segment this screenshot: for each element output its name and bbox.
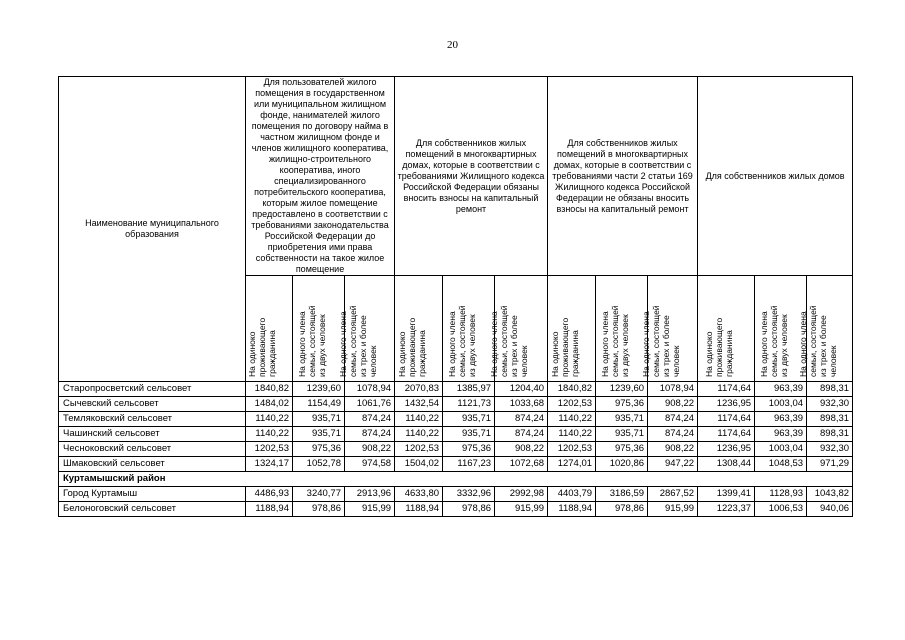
table-cell-value: 1188,94 [246,502,293,517]
subcolumn-header-line: из двух человек [316,314,327,377]
subcolumn-header [246,276,293,382]
group-header-users: Для пользователей жилого помещения в государственном или муниципальном жилищном фонде, нанимателей жилого помещения по договору найма в частном жилищном фонде и членов жилищного кооператива, жилищно-строительного кооператива, иного специализированного потребительского кооператива, которым жилое помещение предоставлено в соответствии с требованиями законодательства Российской Федерации до приобретения ими права собственности на такое жилое помещение [246,77,395,276]
table-cell-value: 1140,22 [246,427,293,442]
table-cell-value: 874,24 [648,427,698,442]
table-cell-value: 1202,53 [246,442,293,457]
table-cell-value: 1052,78 [293,457,345,472]
subcolumn-header-line: семьи, состоящей [768,305,779,377]
subcolumn-header-line: человек [670,345,681,377]
municipality-name: Старопросветский сельсовет [59,382,246,397]
subcolumn-header-line: проживающего [559,317,570,377]
table-row [59,382,853,397]
table-cell-value: 1121,73 [443,397,495,412]
table-cell-value: 908,22 [495,442,548,457]
subcolumn-header-line: семьи, состоящей [499,305,510,377]
table-cell-value: 1236,95 [698,442,755,457]
table-cell-value: 978,86 [293,502,345,517]
name-column-header: Наименование муниципального образования [59,77,246,382]
table-row [59,427,853,442]
section-title: Куртамышский район [59,472,853,487]
table-cell-value: 874,24 [345,412,395,427]
subcolumn-header-line: проживающего [257,317,267,377]
subcolumn-header-line: человек [519,345,530,377]
table-cell-value: 935,71 [293,412,345,427]
table-cell-value: 3186,59 [596,487,648,502]
table-row [59,442,853,457]
table-cell-value: 898,31 [807,427,853,442]
group-header-house-owners: Для собственников жилых домов [698,77,853,276]
subcolumn-header-line: На одиноко [247,331,257,377]
group-header-owners-obliged: Для собственников жилых помещений в многоквартирных домах, которые в соответствии с требованиями Жилищного кодекса Российской Федерации обязаны вносить взносы на капитальный ремонт [395,77,548,276]
table-cell-value: 947,22 [648,457,698,472]
table-cell-value: 1236,95 [698,397,755,412]
table-row [59,487,853,502]
table-cell-value: 963,39 [755,427,807,442]
table-cell-value: 1202,53 [548,397,596,412]
subcolumn-header-line: На одного члена [446,311,457,377]
table-cell-value: 4486,93 [246,487,293,502]
table-cell-value: 1324,17 [246,457,293,472]
municipality-name: Темляковский сельсовет [59,412,246,427]
subcolumn-header [698,276,755,382]
table-cell-value: 940,06 [807,502,853,517]
table-cell-value: 935,71 [443,412,495,427]
table-cell-value: 1432,54 [395,397,443,412]
group-header-row [59,77,853,276]
table-cell-value: 2867,52 [648,487,698,502]
table-cell-value: 874,24 [495,427,548,442]
subcolumn-header-line: из трех и более [357,315,368,377]
subcolumn-header [293,276,345,382]
table-cell-value: 1385,97 [443,382,495,397]
table-cell-value: 1204,40 [495,382,548,397]
table-cell-value: 915,99 [648,502,698,517]
table-cell-value: 1043,82 [807,487,853,502]
table-cell-value: 1202,53 [548,442,596,457]
table-cell-value: 1006,53 [755,502,807,517]
subcolumn-header [489,276,548,382]
table-cell-value: 1188,94 [548,502,596,517]
subcolumn-header [596,276,648,382]
subcolumn-header-line: человек [827,345,838,377]
subcolumn-header-line: семьи, состоящей [650,305,661,377]
table-cell-value: 932,30 [807,397,853,412]
table-cell-value: 1033,68 [495,397,548,412]
table-cell-value: 1308,44 [698,457,755,472]
table-cell-value: 1504,02 [395,457,443,472]
municipality-name: Чесноковский сельсовет [59,442,246,457]
subcolumn-header [797,276,853,382]
table-cell-value: 975,36 [596,442,648,457]
subcolumn-header-line: человек [367,345,378,377]
subcolumn-header-line: гражданина [569,330,580,377]
table-cell-value: 1048,53 [755,457,807,472]
table-cell-value: 1484,02 [246,397,293,412]
table-cell-value: 3240,77 [293,487,345,502]
table-cell-value: 1140,22 [395,427,443,442]
table-cell-value: 1128,93 [755,487,807,502]
table-cell-value: 1072,68 [495,457,548,472]
table-cell-value: 1140,22 [246,412,293,427]
subcolumn-header-line: гражданина [267,330,277,377]
table-cell-value: 898,31 [807,382,853,397]
table-cell-value: 1167,23 [443,457,495,472]
subcolumn-header-line: проживающего [714,317,725,377]
table-cell-value: 908,22 [345,442,395,457]
table-cell-value: 1140,22 [548,412,596,427]
table-cell-value: 1239,60 [293,382,345,397]
subcolumn-header-line: проживающего [406,317,417,377]
tariff-table [58,76,853,517]
table-cell-value: 908,22 [648,397,698,412]
table-cell-value: 1003,04 [755,442,807,457]
table-cell-value: 1174,64 [698,382,755,397]
table-cell-value: 1078,94 [648,382,698,397]
subcolumn-header-line: гражданина [724,330,735,377]
municipality-name: Чашинский сельсовет [59,427,246,442]
subcolumn-header-line: На одного члена [797,311,808,377]
table-cell-value: 963,39 [755,382,807,397]
table-cell-value: 978,86 [443,502,495,517]
table-cell-value: 975,36 [596,397,648,412]
table-cell-value: 2913,96 [345,487,395,502]
table-cell-value: 1140,22 [395,412,443,427]
table-cell-value: 932,30 [807,442,853,457]
table-cell-value: 1188,94 [395,502,443,517]
table-cell-value: 1154,49 [293,397,345,412]
subcolumn-header-line: из трех и более [660,315,671,377]
page-number: 20 [447,39,458,51]
table-cell-value: 971,29 [807,457,853,472]
municipality-name: Белоноговский сельсовет [59,502,246,517]
municipality-name: Шмаковский сельсовет [59,457,246,472]
table-cell-value: 874,24 [495,412,548,427]
table-cell-value: 2070,83 [395,382,443,397]
table-cell-value: 874,24 [648,412,698,427]
table-cell-value: 1239,60 [596,382,648,397]
subcolumn-header-line: На одного члена [337,311,348,377]
table-cell-value: 874,24 [345,427,395,442]
municipality-name: Сычевский сельсовет [59,397,246,412]
table-cell-value: 975,36 [443,442,495,457]
subcolumn-header-line: семьи, состоящей [347,305,358,377]
table-cell-value: 1078,94 [345,382,395,397]
table-cell-value: 1061,76 [345,397,395,412]
subcolumn-header-line: из двух человек [778,314,789,377]
table-cell-value: 963,39 [755,412,807,427]
subcolumn-header-line: На одного члена [489,311,500,377]
table-cell-value: 1223,37 [698,502,755,517]
table-cell-value: 978,86 [596,502,648,517]
table-cell-value: 915,99 [345,502,395,517]
table-cell-value: 1399,41 [698,487,755,502]
table-cell-value: 1840,82 [548,382,596,397]
table-cell-value: 1140,22 [548,427,596,442]
subcolumn-header-line: семьи, состоящей [306,305,317,377]
subcolumn-header-line: гражданина [416,330,427,377]
subcolumn-header-line: из двух человек [619,314,630,377]
subcolumn-header-line: На одного члена [640,311,651,377]
subcolumn-header-line: из трех и более [509,315,520,377]
subcolumn-header-line: На одного члена [599,311,610,377]
table-cell-value: 935,71 [596,412,648,427]
subcolumn-header-line: На одиноко [704,331,715,377]
subcolumn-header-line: На одного члена [296,311,307,377]
subcolumn-header-line: из двух человек [466,314,477,377]
table-cell-value: 1174,64 [698,412,755,427]
table-cell-value: 4403,79 [548,487,596,502]
table-cell-value: 935,71 [293,427,345,442]
table-cell-value: 1020,86 [596,457,648,472]
subcolumn-header-line: семьи, состоящей [456,305,467,377]
table-cell-value: 974,58 [345,457,395,472]
municipality-name: Город Куртамыш [59,487,246,502]
table-cell-value: 1274,01 [548,457,596,472]
subcolumn-header [640,276,698,382]
group-header-owners-not-obliged: Для собственников жилых помещений в многоквартирных домах, которые в соответствии с требованиями части 2 статьи 169 Жилищного кодекса Российской Федерации не обязаны вносить взносы на капитальный ремонт [548,77,698,276]
subcolumn-header [548,276,596,382]
subcolumn-header [337,276,395,382]
table-cell-value: 908,22 [648,442,698,457]
subcolumn-header-line: из трех и более [817,315,828,377]
table-cell-value: 898,31 [807,412,853,427]
table-cell-value: 1003,04 [755,397,807,412]
table-row [59,412,853,427]
table-cell-value: 935,71 [443,427,495,442]
table-cell-value: 2992,98 [495,487,548,502]
subcolumn-header [443,276,495,382]
table-cell-value: 935,71 [596,427,648,442]
table-row [59,502,853,517]
subcolumn-header-line: На одного члена [758,311,769,377]
table-cell-value: 1202,53 [395,442,443,457]
section-row [59,472,853,487]
table-cell-value: 3332,96 [443,487,495,502]
table-row [59,397,853,412]
subcolumn-header-line: На одиноко [396,331,407,377]
table-cell-value: 975,36 [293,442,345,457]
subcolumn-header-line: семьи, состоящей [609,305,620,377]
subcolumn-header [395,276,443,382]
table-cell-value: 1840,82 [246,382,293,397]
subcolumn-header-line: семьи, состоящей [807,305,818,377]
table-cell-value: 915,99 [495,502,548,517]
table-cell-value: 1174,64 [698,427,755,442]
subcolumn-header-line: На одиноко [549,331,560,377]
table-cell-value: 4633,80 [395,487,443,502]
table-row [59,457,853,472]
